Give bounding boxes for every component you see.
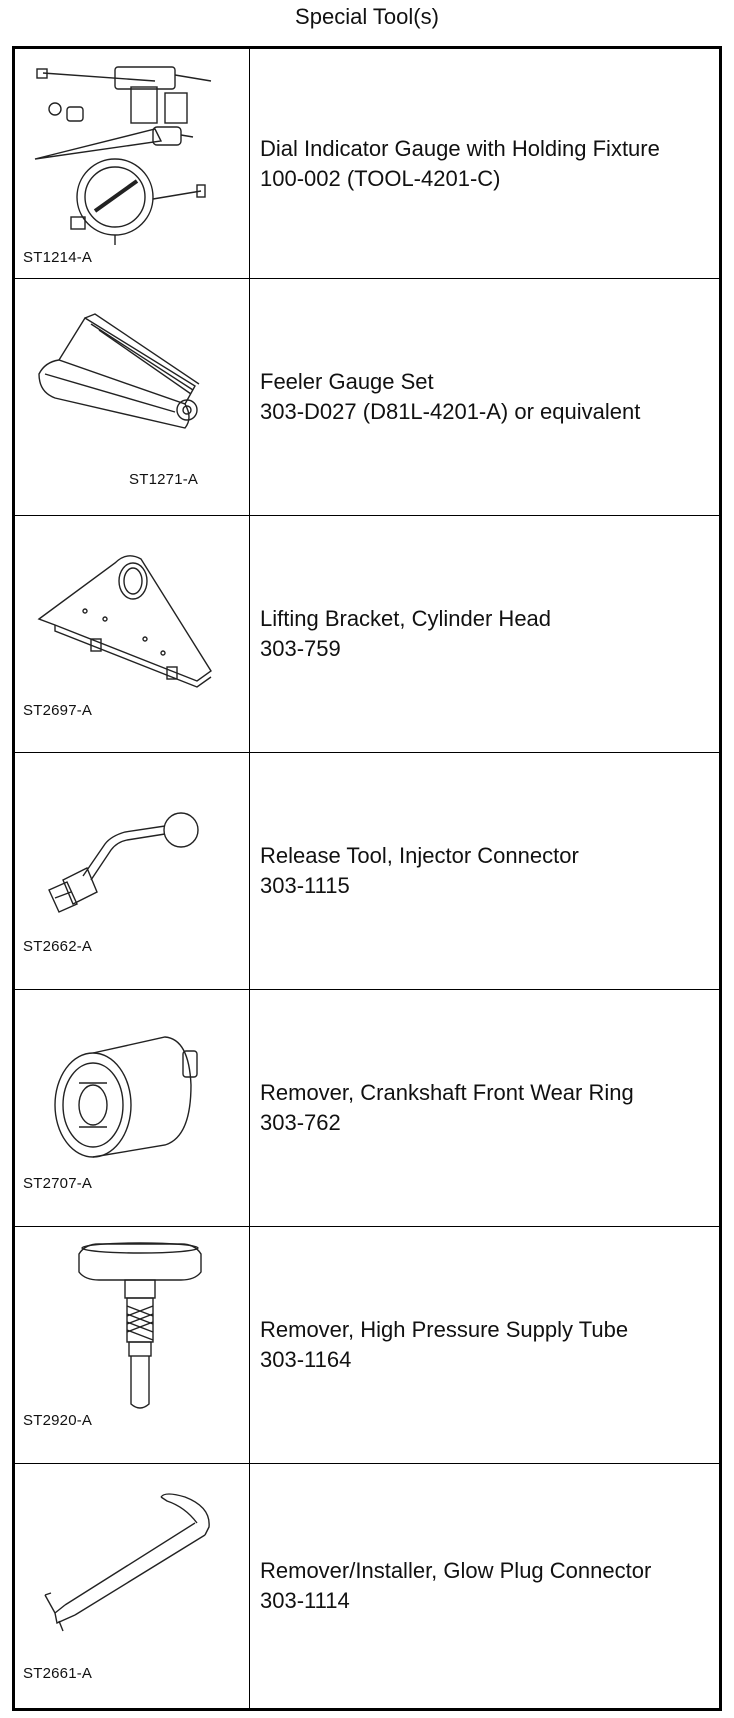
tool-code: ST1214-A (23, 249, 93, 266)
tool-code: ST2920-A (23, 1412, 93, 1429)
tool-code: ST2661-A (23, 1665, 93, 1682)
tool-name: Remover/Installer, Glow Plug Connector (260, 1557, 652, 1583)
tool-illustration-cell (15, 1226, 250, 1463)
special-tools-table (12, 46, 722, 1711)
tool-number: 303-1114 (260, 1587, 350, 1613)
table-row (15, 49, 719, 279)
table-row (15, 1226, 719, 1464)
dial-indicator-gauge-icon (15, 49, 249, 278)
tool-number: 303-762 (260, 1109, 341, 1135)
page-title: Special Tool(s) (295, 4, 439, 29)
tool-code: ST1271-A (129, 471, 199, 488)
tool-description-cell (250, 1463, 719, 1708)
tool-name: Remover, High Pressure Supply Tube (260, 1316, 629, 1342)
tool-name: Lifting Bracket, Cylinder Head (260, 605, 552, 631)
tool-name: Release Tool, Injector Connector (260, 842, 579, 868)
tool-name: Dial Indicator Gauge with Holding Fixture (260, 135, 660, 161)
tool-illustration-cell (15, 49, 250, 278)
tool-illustration-cell (15, 989, 250, 1226)
tool-description-cell (250, 1226, 719, 1463)
tool-name: Feeler Gauge Set (260, 368, 434, 394)
tool-name: Remover, Crankshaft Front Wear Ring (260, 1079, 634, 1105)
tool-description-cell (250, 752, 719, 989)
tool-description-cell (250, 278, 719, 515)
tool-illustration-cell (15, 278, 250, 515)
tool-code: ST2707-A (23, 1175, 93, 1192)
tool-number: 303-1164 (260, 1346, 352, 1372)
table-row (15, 1463, 719, 1708)
tool-code: ST2662-A (23, 938, 93, 955)
tool-number: 100-002 (TOOL-4201-C) (260, 165, 501, 191)
tool-code: ST2697-A (23, 702, 93, 719)
table-row (15, 278, 719, 516)
tool-description-cell (250, 989, 719, 1226)
tool-description-cell (250, 49, 719, 278)
tool-illustration-cell (15, 752, 250, 989)
tool-number: 303-1115 (260, 872, 350, 898)
tool-description-cell (250, 515, 719, 752)
table-row (15, 989, 719, 1227)
table-row (15, 515, 719, 753)
table-row (15, 752, 719, 990)
tool-number: 303-759 (260, 635, 341, 661)
tool-number: 303-D027 (D81L-4201-A) or equivalent (260, 398, 641, 424)
tool-illustration-cell (15, 515, 250, 752)
tool-illustration-cell (15, 1463, 250, 1708)
